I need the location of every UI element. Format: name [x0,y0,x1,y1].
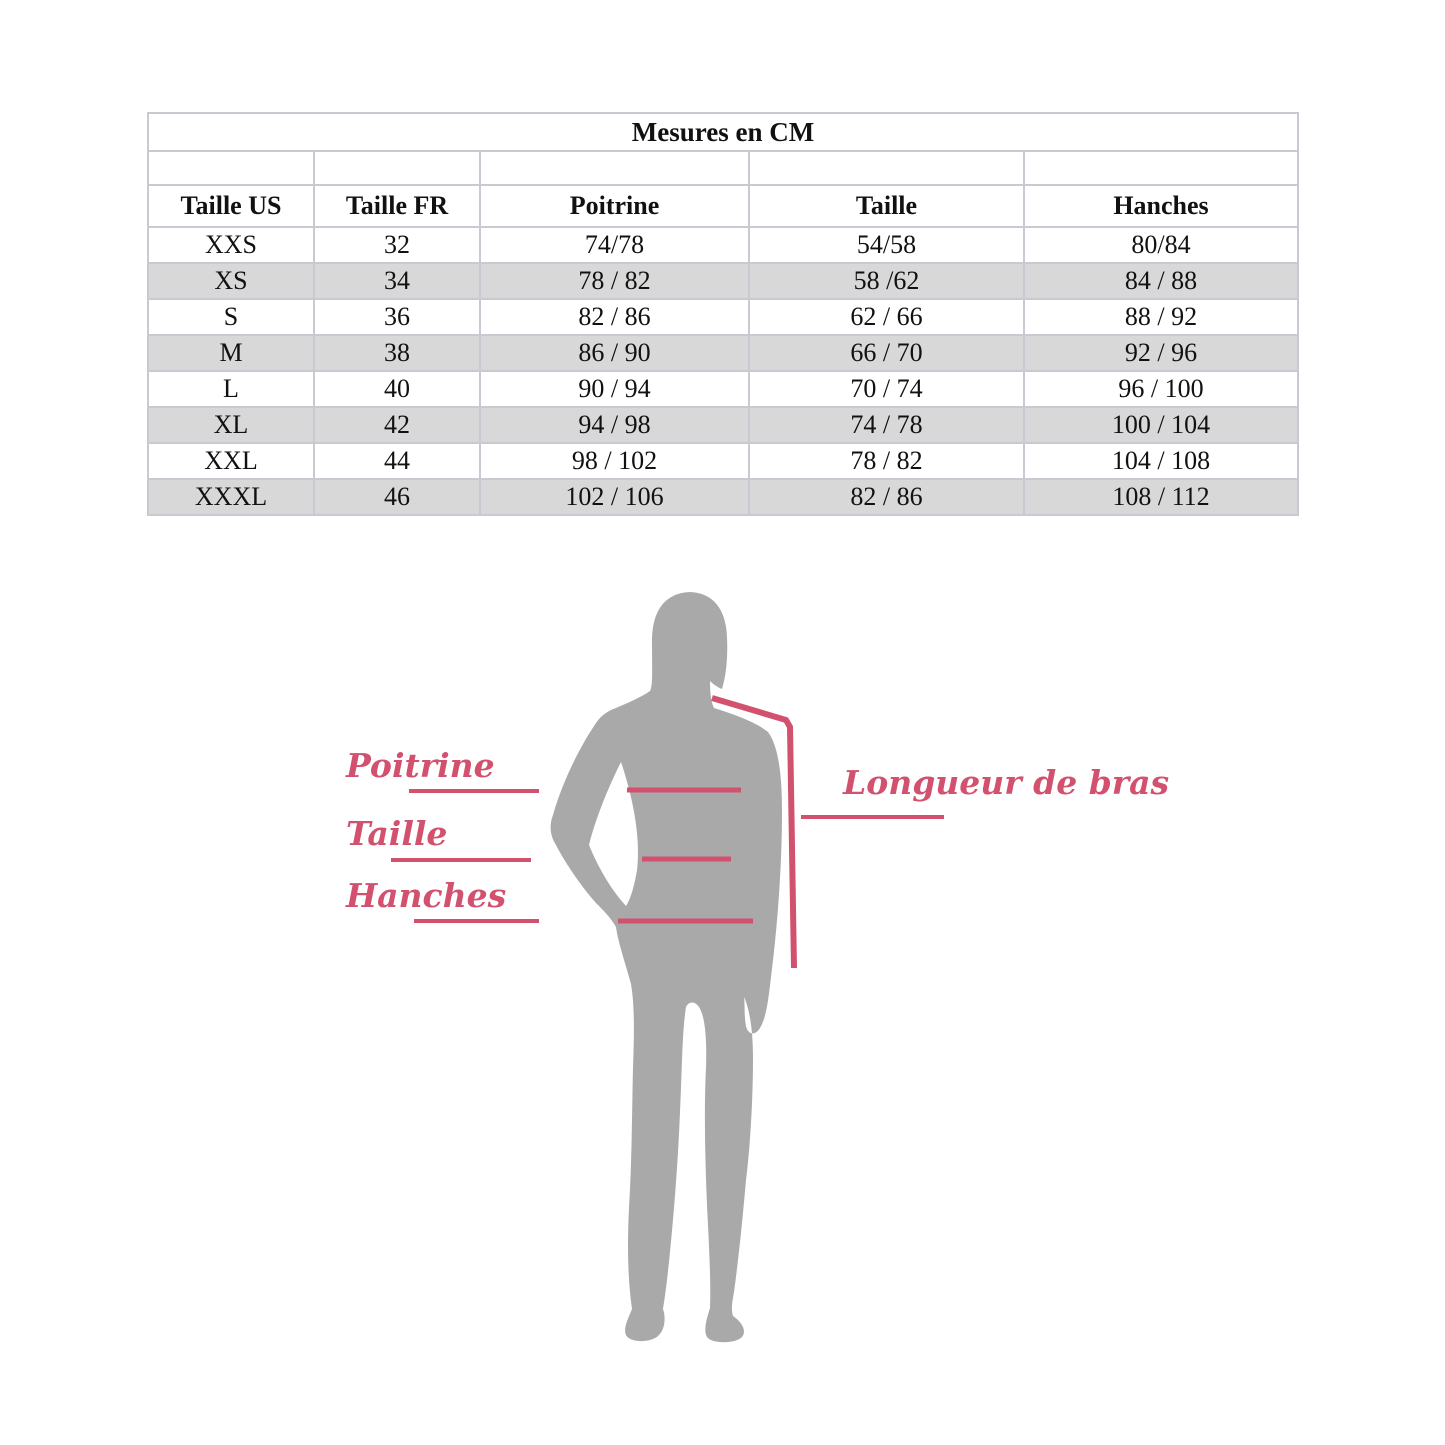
cell-size-fr: 44 [314,443,480,479]
cell-hanches: 84 / 88 [1024,263,1298,299]
header-poitrine: Poitrine [480,185,749,227]
cell-taille: 54/58 [749,227,1024,263]
cell-hanches: 80/84 [1024,227,1298,263]
cell-poitrine: 78 / 82 [480,263,749,299]
cell-hanches: 104 / 108 [1024,443,1298,479]
cell-poitrine: 102 / 106 [480,479,749,515]
cell-size-us: XXS [148,227,314,263]
cell-size-us: XXL [148,443,314,479]
cell-hanches: 100 / 104 [1024,407,1298,443]
cell-size-us: XXXL [148,479,314,515]
cell-hanches: 92 / 96 [1024,335,1298,371]
cell-taille: 70 / 74 [749,371,1024,407]
cell-hanches: 96 / 100 [1024,371,1298,407]
cell-size-fr: 38 [314,335,480,371]
cell-poitrine: 74/78 [480,227,749,263]
cell-taille: 58 /62 [749,263,1024,299]
cell-poitrine: 94 / 98 [480,407,749,443]
cell-taille: 66 / 70 [749,335,1024,371]
cell-poitrine: 90 / 94 [480,371,749,407]
cell-size-us: XS [148,263,314,299]
cell-taille: 74 / 78 [749,407,1024,443]
table-title: Mesures en CM [148,113,1298,151]
hips-label: Hanches [346,876,507,915]
cell-taille: 82 / 86 [749,479,1024,515]
cell-poitrine: 86 / 90 [480,335,749,371]
cell-size-fr: 40 [314,371,480,407]
female-silhouette-icon [551,592,782,1342]
cell-hanches: 88 / 92 [1024,299,1298,335]
header-taille-fr: Taille FR [314,185,480,227]
chest-label: Poitrine [346,746,495,785]
cell-size-us: XL [148,407,314,443]
arm-length-label: Longueur de bras [843,763,1170,802]
cell-taille: 78 / 82 [749,443,1024,479]
cell-size-us: S [148,299,314,335]
cell-taille: 62 / 66 [749,299,1024,335]
cell-hanches: 108 / 112 [1024,479,1298,515]
cell-size-fr: 36 [314,299,480,335]
cell-size-fr: 32 [314,227,480,263]
header-hanches: Hanches [1024,185,1298,227]
cell-size-fr: 42 [314,407,480,443]
cell-size-fr: 46 [314,479,480,515]
header-taille: Taille [749,185,1024,227]
cell-poitrine: 98 / 102 [480,443,749,479]
header-taille-us: Taille US [148,185,314,227]
cell-size-us: M [148,335,314,371]
waist-label: Taille [346,814,448,853]
cell-size-fr: 34 [314,263,480,299]
cell-poitrine: 82 / 86 [480,299,749,335]
cell-size-us: L [148,371,314,407]
